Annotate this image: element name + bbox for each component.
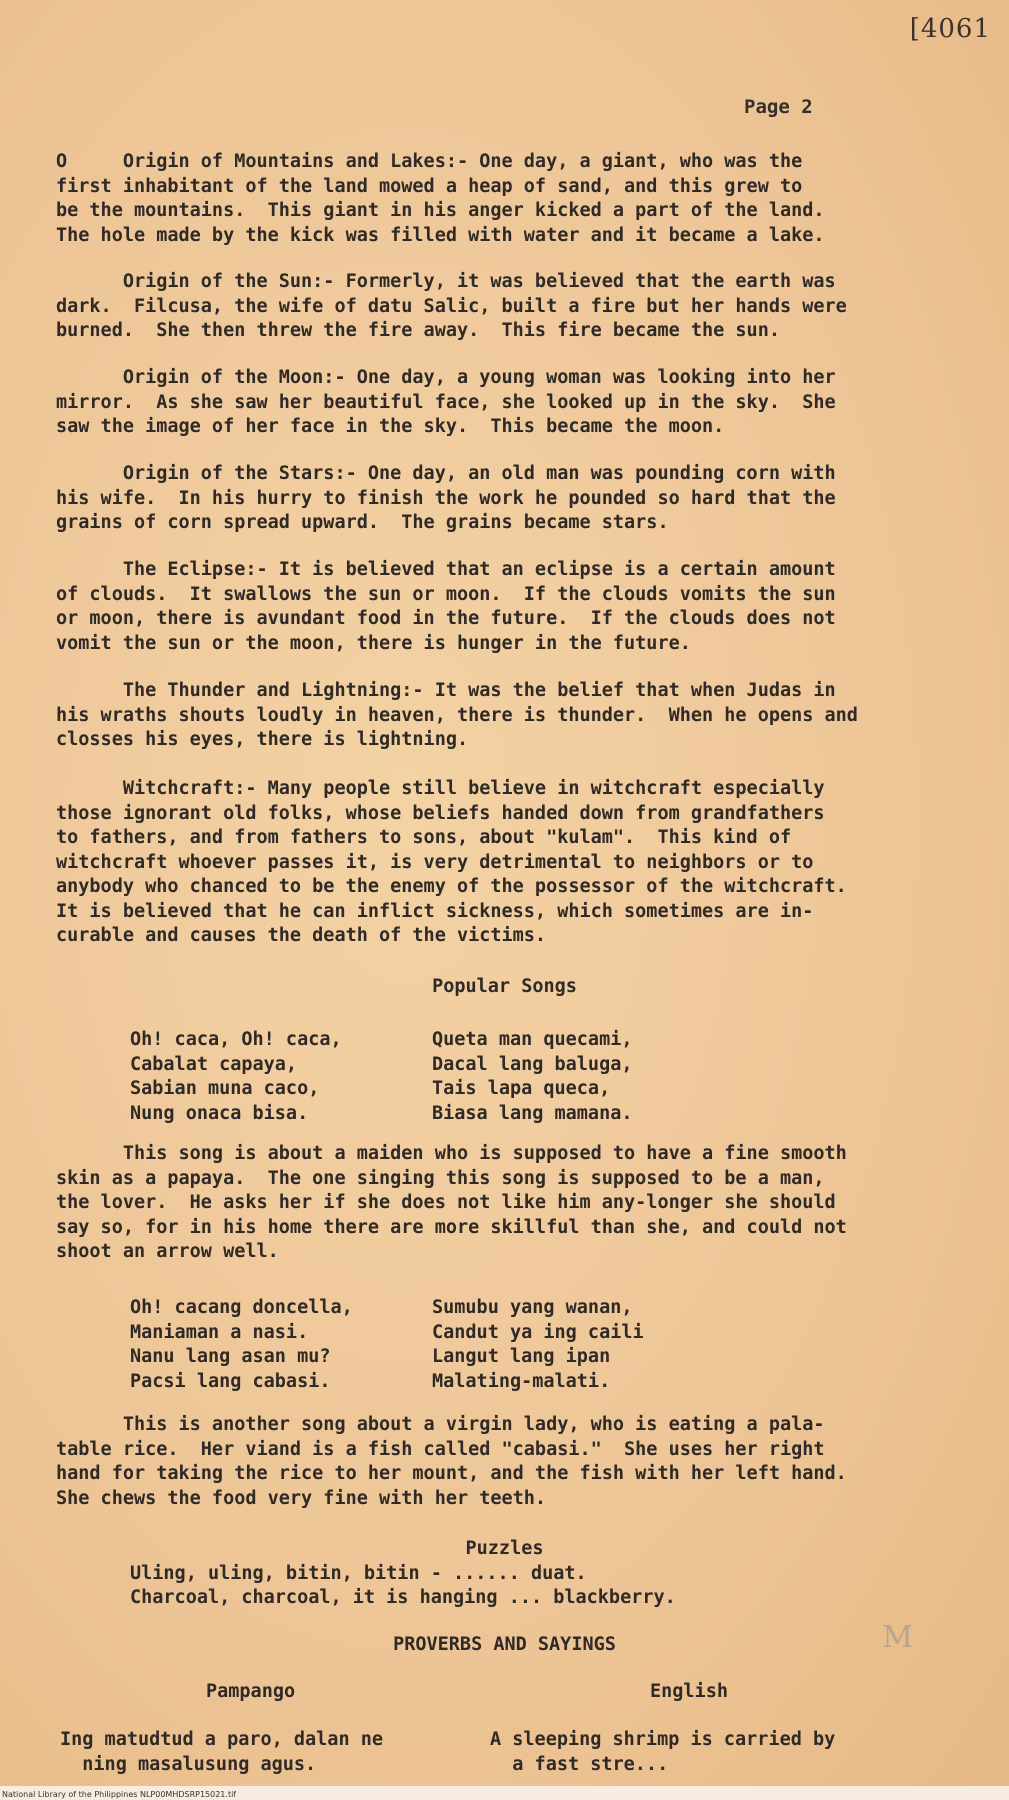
paragraph-song1-description: This song is about a maiden who is supposed to have a fine smooth skin as a papaya. The one singing this song is supposed to be a man, the lover. He asks her if she does not like him any-longer she should say so, for in his home there are more skillful than she, and could not shoot an arrow well.	[56, 1143, 847, 1262]
heading-puzzles: Puzzles	[465, 1538, 544, 1559]
proverb-english: A sleeping shrimp is carried by a fast stre...	[490, 1729, 836, 1775]
puzzle-line-english: Charcoal, charcoal, it is hanging ... blackberry.	[130, 1587, 676, 1608]
heading-proverbs: PROVERBS AND SAYINGS	[393, 1634, 616, 1655]
puzzle-line-pampango: Uling, uling, bitin, bitin - ...... duat.	[130, 1563, 587, 1584]
column-heading-english: English	[650, 1681, 728, 1702]
page-number: Page 2	[744, 96, 813, 118]
paragraph-sun: Origin of the Sun:- Formerly, it was believed that the earth was dark. Filcusa, the wife of datu Salic, built a fire but her hands were burned. She then threw the fire away. This fire became the sun.	[56, 271, 847, 341]
paragraph-stars: Origin of the Stars:- One day, an old man was pounding corn with his wife. In his hurry to finish the work he pounded so hard that the grains of corn spread upward. The grains became stars.	[56, 463, 836, 533]
song2-continuation: Sumubu yang wanan, Candut ya ing caili Langut lang ipan Malating-malati.	[432, 1297, 644, 1392]
paragraph-witchcraft: Witchcraft:- Many people still believe in witchcraft especially those ignorant old folks, whose beliefs handed down from grandfathers to fathers, and from fathers to sons, about "kulam". This kind of witchcraft whoever passes it, is very detrimental to neighbors or to anybody who chanced to be the enemy of the possessor of the witchcraft. It is believed that he can inflict sickness, which sometimes are in- curable and causes the death of the victims.	[56, 778, 847, 946]
heading-popular-songs: Popular Songs	[432, 976, 577, 997]
paragraph-song2-description: This is another song about a virgin lady, who is eating a pala- table rice. Her viand is a fish called "cabasi." She uses her right hand for taking the rice to her mount, and the fish with her left hand. She chews the food very fine with her teeth.	[56, 1414, 847, 1509]
column-heading-pampango: Pampango	[206, 1681, 296, 1702]
proverb-pampango: Ing matudtud a paro, dalan ne ning masalusung agus.	[60, 1729, 384, 1775]
paragraph-mountains: O Origin of Mountains and Lakes:- One day, a giant, who was the first inhabitant of the land mowed a heap of sand, and this grew to be the mountains. This giant in his anger kicked a part of the land. The hole made by the kick was filled with water and it became a lake.	[56, 151, 825, 246]
song2-pampango: Oh! cacang doncella, Maniaman a nasi. Nanu lang asan mu? Pacsi lang cabasi.	[130, 1297, 353, 1392]
song1-pampango: Oh! caca, Oh! caca, Cabalat capaya, Sabian muna caco, Nung onaca bisa.	[130, 1029, 342, 1124]
archive-number: [4061	[909, 14, 991, 44]
song1-continuation: Queta man quecami, Dacal lang baluga, Tais lapa queca, Biasa lang mamana.	[432, 1029, 633, 1124]
paragraph-eclipse: The Eclipse:- It is believed that an eclipse is a certain amount of clouds. It swallows the sun or moon. If the clouds vomits the sun or moon, there is avundant food in the future. If the clouds does not vomit the sun or the moon, there is hunger in the future.	[56, 559, 836, 654]
footer-strip	[0, 1786, 1009, 1800]
footer-caption: National Library of the Philippines NLP00MHDSRP15021.tif	[2, 1790, 237, 1799]
paragraph-moon: Origin of the Moon:- One day, a young woman was looking into her mirror. As she saw her beautiful face, she looked up in the sky. She saw the image of her face in the sky. This became the moon.	[56, 367, 836, 437]
handwritten-mark: M	[882, 1620, 913, 1655]
paragraph-thunder: The Thunder and Lightning:- It was the belief that when Judas in his wraths shouts loudly in heaven, there is thunder. When he opens and closses his eyes, there is lightning.	[56, 680, 858, 750]
